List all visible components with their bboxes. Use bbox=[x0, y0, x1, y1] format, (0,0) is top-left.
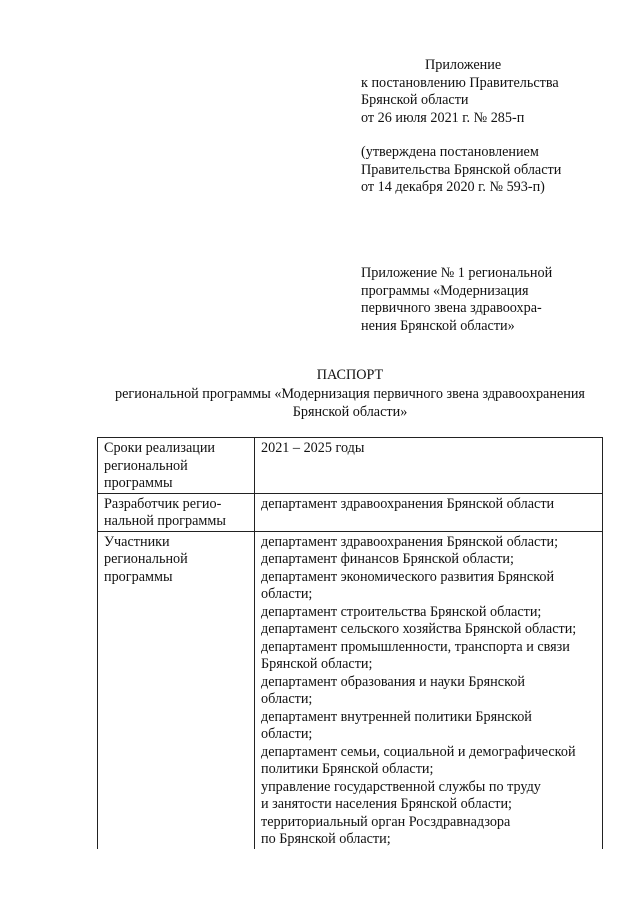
row-value: департамент здравоохранения Брянской области bbox=[255, 493, 603, 531]
table-row bbox=[98, 493, 603, 531]
approval-line: (утверждена постановлением bbox=[361, 144, 539, 160]
appendix-header bbox=[361, 57, 621, 127]
document-subtitle bbox=[90, 386, 610, 421]
row-value: 2021 – 2025 годы bbox=[255, 438, 603, 494]
row-label: Участники региональной программы bbox=[98, 531, 255, 849]
appendix-line: к постановлению Правительства bbox=[361, 74, 559, 91]
appendix-title: Приложение bbox=[425, 57, 502, 73]
table-row bbox=[98, 438, 603, 494]
row-value: департамент здравоохранения Брянской области; департамент финансов Брянской области; департамент экономического развития Брянской области; департамент строительства Брянской области; департамент сельского хозяйства Брянской области; департамент промышленности, транспорта и связи Брянской области; департамент образования и науки Брянской области; департамент внутренней политики Брянской области; департамент семьи, социальной и демографической политики Брянской области; управление государственной службы по труду и занятости населения Брянской области; территориальный орган Росздравнадзора по Брянской области; bbox=[255, 531, 603, 849]
program-appendix-line: Приложение № 1 региональной bbox=[361, 265, 553, 281]
program-appendix-note bbox=[361, 265, 621, 335]
approval-note bbox=[361, 144, 621, 197]
approval-line: Правительства Брянской области bbox=[361, 161, 562, 178]
appendix-line: Брянской области bbox=[361, 92, 469, 108]
program-appendix-line: первичного звена здравоохра- bbox=[361, 300, 542, 316]
row-label: Сроки реализации региональной программы bbox=[98, 438, 255, 494]
program-appendix-line: программы «Модернизация bbox=[361, 282, 529, 299]
passport-table bbox=[97, 437, 603, 849]
row-label: Разработчик регио- нальной программы bbox=[98, 493, 255, 531]
table-row bbox=[98, 531, 603, 849]
approval-line: от 14 декабря 2020 г. № 593-п) bbox=[361, 179, 545, 195]
appendix-line: от 26 июля 2021 г. № 285-п bbox=[361, 109, 525, 126]
program-appendix-line: нения Брянской области» bbox=[361, 317, 515, 334]
subtitle-line: региональной программы «Модернизация первичного звена здравоохранения bbox=[115, 386, 585, 402]
subtitle-line: Брянской области» bbox=[292, 403, 408, 420]
document-title: ПАСПОРТ bbox=[316, 367, 384, 383]
